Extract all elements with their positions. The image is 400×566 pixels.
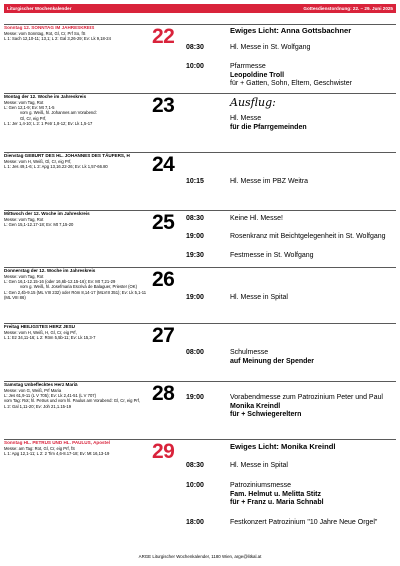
page-footer: ARGE Liturgischer Wochenkalender, 1180 Wien, arge@litkal.at bbox=[138, 554, 262, 559]
day-number: 27 bbox=[152, 324, 175, 347]
event-person: Monika Kreindl bbox=[230, 402, 281, 410]
liturgy-line: L: Gen 16,1-12.15-16 (oder 16,6b-12.15-16); Ev: Mt 7,21-29 bbox=[4, 279, 116, 284]
liturgy-line: L 1: Apg 12,1-11; L 2: 2 Tim 4,6-8.17-18; Ev: Mt 16,13-19 bbox=[4, 451, 110, 456]
event-desc: Hl. Messe in Spital bbox=[230, 294, 288, 301]
liturgy-line: L 1: Jer 1,4-10; L 2: 1 Petr 1,8-12; Ev: Lk 1,5-17 bbox=[4, 121, 93, 127]
event-time: 08:00 bbox=[186, 349, 204, 356]
event-time: 10:15 bbox=[186, 178, 204, 185]
day-block-26 bbox=[4, 267, 396, 321]
event-time: 10:00 bbox=[186, 482, 204, 489]
day-title: Dienstag GEBURT DES HL. JOHANNES DES TÄUFERS, H bbox=[4, 153, 130, 158]
liturgy-line: Messe: vom Sonntag, Rot, Gl, Cr, Prf So, fS bbox=[4, 30, 86, 36]
event-time: 19:00 bbox=[186, 394, 204, 401]
event-time: 08:30 bbox=[186, 462, 204, 469]
liturgy-line: L 1: Jes 49,1-6; L 2: Apg 13,16.22-26; Ev: Lk 1,57-66.80 bbox=[4, 164, 108, 169]
day-title: Samstag Unbeflecktes Herz Mariä bbox=[4, 382, 78, 387]
event-desc: Vorabendmesse zum Patrozinium Peter und Paul bbox=[230, 394, 383, 401]
day-title: Montag der 12. Woche im Jahreskreis bbox=[4, 94, 87, 99]
day-title: Donnerstag der 12. Woche im Jahreskreis bbox=[4, 268, 96, 273]
event-intention: auf Meinung der Spender bbox=[230, 357, 315, 365]
liturgy-line: Messe: vom Tag, Rot bbox=[4, 273, 44, 279]
header-title: Liturgischer Wochenkalender bbox=[7, 6, 72, 11]
day-number: 23 bbox=[152, 94, 175, 117]
liturgy-line: L: Gen 12,1-9; Ev: Mt 7,1-5 bbox=[4, 105, 55, 110]
day-block-25 bbox=[4, 210, 396, 266]
event-time: 08:30 bbox=[186, 44, 204, 51]
event-desc: Ewiges Licht: Anna Gottsbachner bbox=[230, 26, 352, 35]
event-desc: Hl. Messe in St. Wolfgang bbox=[230, 44, 311, 51]
liturgy-line: L 2: Gal 1,11-20; Ev: Joh 21,1.15-19 bbox=[4, 403, 72, 409]
event-intention: für die Pfarrgemeinden bbox=[230, 123, 307, 131]
event-desc: Hl. Messe in Spital bbox=[230, 462, 288, 469]
header-range: Gottesdienstordnung: 22. – 29. Juni 2025 bbox=[303, 6, 393, 11]
liturgy-line: L 1: Ez 34,11-16; L 2: Röm 5,5b-11; Ev: Lk 15,3-7 bbox=[4, 335, 96, 340]
event-handwritten-note: Ausflug: bbox=[230, 96, 276, 109]
event-time: 19:00 bbox=[186, 233, 204, 240]
day-number: 24 bbox=[152, 153, 175, 176]
event-intention: für + Gatten, Sohn, Eltern, Geschwister bbox=[230, 80, 352, 88]
event-person: Leopoldine Troll bbox=[230, 71, 285, 79]
liturgy-line: Messe: von G, Weiß, Prf Maria bbox=[4, 387, 62, 393]
day-title: Sonntag 12. SONNTAG IM JAHRESKREIS bbox=[4, 25, 95, 30]
event-time: 19:00 bbox=[186, 294, 204, 301]
event-desc: Hl. Messe bbox=[230, 115, 262, 122]
day-block-23 bbox=[4, 93, 396, 150]
liturgy-line: Messe: vom H, Weiß, Gl, Cr, eig Prf, bbox=[4, 158, 72, 164]
event-desc: Rosenkranz mit Beichtgelegenheit in St. Wolfgang bbox=[230, 233, 386, 240]
event-desc: Festmesse in St. Wolfgang bbox=[230, 252, 314, 259]
event-intention: für + Franz u. Maria Schnabl bbox=[230, 499, 324, 507]
day-number: 26 bbox=[152, 268, 175, 291]
event-intention: für + Schwiegereltern bbox=[230, 411, 302, 419]
day-number: 29 bbox=[152, 440, 175, 463]
event-desc: Festkonzert Patrozinium "10 Jahre Neue Orgel" bbox=[230, 519, 378, 526]
day-block-28 bbox=[4, 381, 396, 437]
calendar-header bbox=[4, 4, 396, 13]
event-desc: Patroziniumsmesse bbox=[230, 482, 292, 489]
event-person: Fam. Helmut u. Melitta Stitz bbox=[230, 490, 322, 498]
event-desc: Keine Hl. Messe! bbox=[230, 215, 283, 222]
liturgy-line: L: Jes 61,9-11 (L V 705); Ev: Lk 2,41-51 (L V 707) bbox=[4, 393, 97, 398]
event-desc: Pfarrmesse bbox=[230, 63, 266, 70]
day-block-22 bbox=[4, 24, 396, 92]
event-desc: Ewiges Licht: Monika Kreindl bbox=[230, 442, 336, 451]
event-time: 18:00 bbox=[186, 519, 204, 526]
liturgy-line: Messe: vom Tag, Rot bbox=[4, 99, 44, 105]
day-block-27 bbox=[4, 323, 396, 379]
day-number: 28 bbox=[152, 382, 175, 405]
liturgy-line: L 1: Sach 12,10-11; 13,1; L 2: Gal 3,26-29; Ev: Lk 9,18-24 bbox=[4, 36, 111, 41]
day-block-29 bbox=[4, 439, 396, 549]
event-desc: Schulmesse bbox=[230, 349, 269, 356]
liturgy-line: vom g. Weiß, hl. Josefmaria Escrivá de Balaguer, Priester (OK) bbox=[20, 284, 137, 290]
liturgy-line: Messe: vom Tag, Rot bbox=[4, 216, 44, 222]
day-number: 25 bbox=[152, 211, 175, 234]
liturgy-line: L: Gen 2,4b-9.15 (ML VIII 232) oder Röm 8,14-17 (MLVIII 351); Ev: Lk 5,1-11 (ML VIII 86) bbox=[4, 289, 147, 301]
liturgy-line: L: Gen 15,1-12.17-18; Ev: Mt 7,15-20 bbox=[4, 222, 74, 227]
liturgy-line: Gl, Cr, eig Prf, bbox=[20, 115, 47, 121]
day-title: Sonntag HL. PETRUS UND HL. PAULUS, Apostel bbox=[4, 440, 110, 445]
day-title: Mittwoch der 12. Woche im Jahreskreis bbox=[4, 211, 90, 216]
day-title: Freitag HEILIGSTES HERZ JESU bbox=[4, 324, 75, 329]
event-time: 08:30 bbox=[186, 215, 204, 222]
liturgy-line: vom Tag: Rot; hl. Petrus und vom hl. Paulus am Vorabend: Gl, Cr, eig Prf, bbox=[4, 398, 141, 404]
liturgy-line: Messe: vom H, Weiß, H, Gl, Cr, eig Prf, bbox=[4, 329, 77, 335]
event-time: 19:30 bbox=[186, 252, 204, 259]
event-time: 10:00 bbox=[186, 63, 204, 70]
liturgy-line: vom g. Weiß, hl. Johannes am Vorabend: bbox=[20, 110, 97, 116]
liturgy-line: Messe: am Tag: Rot, Gl, Cr, eig Prf, fS bbox=[4, 445, 75, 451]
event-desc: Hl. Messe im PBZ Weitra bbox=[230, 178, 309, 185]
day-number: 22 bbox=[152, 25, 175, 48]
day-block-24 bbox=[4, 152, 396, 209]
